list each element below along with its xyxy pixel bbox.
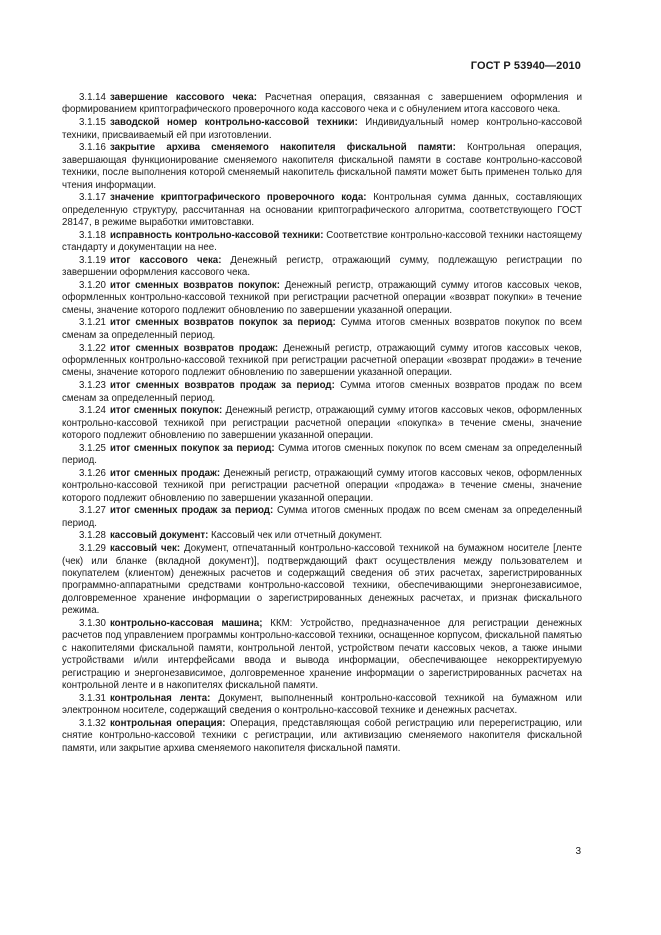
definition-number: 3.1.22: [79, 342, 106, 354]
definition-text: Кассовый чек или отчетный документ.: [208, 530, 383, 542]
definition-term: итог сменных покупок за период:: [109, 442, 275, 454]
definition-item: [62, 230, 582, 255]
definition-item: [62, 443, 582, 468]
definition-number: 3.1.18: [79, 229, 106, 241]
definition-number: 3.1.15: [79, 117, 106, 129]
definition-text: Расчетная операция, связанная с завершением оформления и формированием криптографического проверочного кода кассового чека и с обнулением итога кассового чека.: [62, 92, 582, 116]
definition-text: Контрольная операция, завершающая функционирование сменяемого накопителя фискальной памяти в составе контрольно-кассовой техники, после выполнения которой сменяемый накопитель фискальной памяти может быть применен только для чтения информации.: [62, 142, 582, 191]
definition-number: 3.1.19: [79, 254, 106, 266]
definition-text: Денежный регистр, отражающий сумму итогов кассовых чеков, оформленных контрольно-кассовой техникой при регистрации расчетной операции «возврат покупки» в течение смены, значение которого подлежит обновлению по завершении указанной операции.: [62, 279, 582, 316]
definition-number: 3.1.24: [79, 405, 106, 417]
definition-term: итог сменных возвратов покупок:: [109, 279, 280, 291]
definition-number: 3.1.23: [79, 380, 106, 392]
definition-item: [62, 92, 582, 117]
definition-number: 3.1.25: [79, 442, 106, 454]
definition-text: Денежный регистр, отражающий сумму, подлежащую регистрации по завершении оформления кассового чека.: [62, 254, 582, 279]
definition-text: Контрольная сумма данных, составляющих определенную структуру, рассчитанная на основании криптографического алгоритма, соответствующего ГОСТ 28147, в режиме выработки имитовставки.: [62, 192, 582, 229]
definition-term: значение криптографического проверочного кода:: [109, 192, 367, 204]
definition-term: кассовый документ:: [109, 530, 209, 542]
definition-text: Денежный регистр, отражающий сумму итогов кассовых чеков, оформленных контрольно-кассовой техникой при регистрации расчетной операции «продажа» в течение смены, значение которого подлежит обновлению по завершении указанной операции.: [62, 467, 583, 504]
definition-number: 3.1.17: [79, 192, 106, 204]
definition-item: [62, 192, 582, 229]
definition-term: кассовый чек:: [109, 543, 181, 555]
definition-item: [62, 543, 582, 618]
definition-number: 3.1.14: [79, 92, 106, 103]
definition-number: 3.1.32: [79, 718, 106, 730]
definition-item: [62, 468, 582, 505]
definition-item: [62, 618, 582, 693]
definition-text: Индивидуальный номер контрольно-кассовой техники, присваиваемый ей при изготовлении.: [62, 117, 582, 141]
definition-number: 3.1.20: [79, 279, 106, 291]
definition-text: Операция, представляющая собой регистрацию или перерегистрацию, или снятие контрольно-кассовой техники с регистрации, или активизацию сменяемого накопителя фискальной памяти, или закрытие архива сменяемого накопителя фискальной памяти.: [62, 718, 582, 754]
definition-number: 3.1.28: [79, 530, 106, 542]
definitions-list: [62, 92, 582, 756]
definition-number: 3.1.30: [79, 618, 106, 630]
definition-term: итог сменных возвратов покупок за период:: [109, 317, 336, 329]
definition-item: [62, 718, 582, 755]
definition-term: итог сменных покупок:: [109, 405, 223, 417]
definition-term: исправность контрольно-кассовой техники:: [109, 229, 324, 241]
definition-term: итог сменных продаж за период:: [109, 505, 274, 517]
definition-text: Денежный регистр, отражающий сумму итогов кассовых чеков, оформленных контрольно-кассовой техникой при регистрации расчетной операции «возврат продажи» в течение смены, значение которого подлежит обновлению по завершении указанной операции.: [62, 342, 582, 379]
definition-item: [62, 343, 582, 380]
definition-number: 3.1.31: [79, 692, 106, 704]
definition-text: Соответствие контрольно-кассовой техники настоящему стандарту и документации на нее.: [62, 229, 582, 254]
standard-header: ГОСТ Р 53940—2010: [470, 60, 581, 72]
definition-text: Документ, отпечатанный контрольно-кассовой техникой на бумажном носителе [ленте (чек) или бланке (вкладной документ)], подтверждающий факт осуществления между пользователем и покупателем (клиентом) денежных расчетов и содержащий сведения об этих расчетах, зарегистрированных программно-аппаратными средствами контрольно-кассовой техники, обеспечивающими энергонезависимое, долговременное хранение информации о зарегистрированных денежных расчетах, и признак фискального режима.: [62, 543, 582, 617]
definition-text: Документ, выполненный контрольно-кассовой техникой на бумажном или электронном носителе, содержащий сведения о контрольно-кассовой технике и денежных расчетах.: [62, 692, 582, 717]
definition-number: 3.1.21: [79, 317, 106, 329]
definition-item: [62, 280, 582, 317]
definition-number: 3.1.16: [79, 142, 106, 154]
definition-text: ККМ: Устройство, предназначенное для регистрации денежных расчетов под управлением программы контрольно-кассовой техники, оснащенное корпусом, фискальной памятью с накопителями фискальной памяти, контрольной лентой, устройством печати кассовых чеков, а также иными устройствами и/или интерфейсами ввода и вывода информации, обеспечивающее некорректируемую регистрацию и энергонезависимое, долговременное хранение информации о зарегистрированных расчетах на контрольной ленте и в накопителях фискальной памяти.: [62, 618, 582, 692]
definition-term: контрольная лента:: [109, 692, 211, 704]
definition-term: итог сменных продаж:: [109, 467, 221, 479]
definition-term: заводской номер контрольно-кассовой техники:: [109, 117, 358, 129]
definition-number: 3.1.27: [79, 505, 106, 517]
definition-number: 3.1.29: [79, 543, 106, 555]
definition-item: [62, 380, 582, 405]
definition-item: [62, 255, 582, 280]
definition-term: завершение кассового чека:: [109, 92, 257, 103]
page-number: 3: [575, 846, 581, 857]
definition-item: [62, 142, 582, 192]
definition-term: итог кассового чека:: [109, 254, 222, 266]
definition-number: 3.1.26: [79, 467, 106, 479]
definition-term: контрольно-кассовая машина;: [109, 618, 263, 630]
definition-term: контрольная операция:: [109, 718, 226, 730]
definition-text: Сумма итогов сменных продаж по всем сменам за определенный период.: [62, 505, 582, 529]
definition-term: закрытие архива сменяемого накопителя фискальной памяти:: [109, 142, 456, 154]
definition-item: [62, 530, 582, 542]
definition-item: [62, 405, 582, 442]
definition-text: Сумма итогов сменных возвратов продаж по всем сменам за определенный период.: [62, 380, 582, 404]
definition-text: Сумма итогов сменных возвратов покупок по всем сменам за определенный период.: [62, 317, 582, 341]
definition-item: [62, 693, 582, 718]
definition-term: итог сменных возвратов продаж:: [109, 342, 279, 354]
definition-text: Денежный регистр, отражающий сумму итогов кассовых чеков, оформленных контрольно-кассовой техникой при регистрации расчетной операции «покупка» в течение смены, значение которого подлежит обновлению по завершении указанной операции.: [62, 405, 583, 442]
definition-item: [62, 317, 582, 342]
definition-item: [62, 505, 582, 530]
definition-text: Сумма итогов сменных покупок по всем сменам за определенный период.: [62, 442, 583, 467]
definition-term: итог сменных возвратов продаж за период:: [109, 380, 335, 392]
definition-item: [62, 117, 582, 142]
